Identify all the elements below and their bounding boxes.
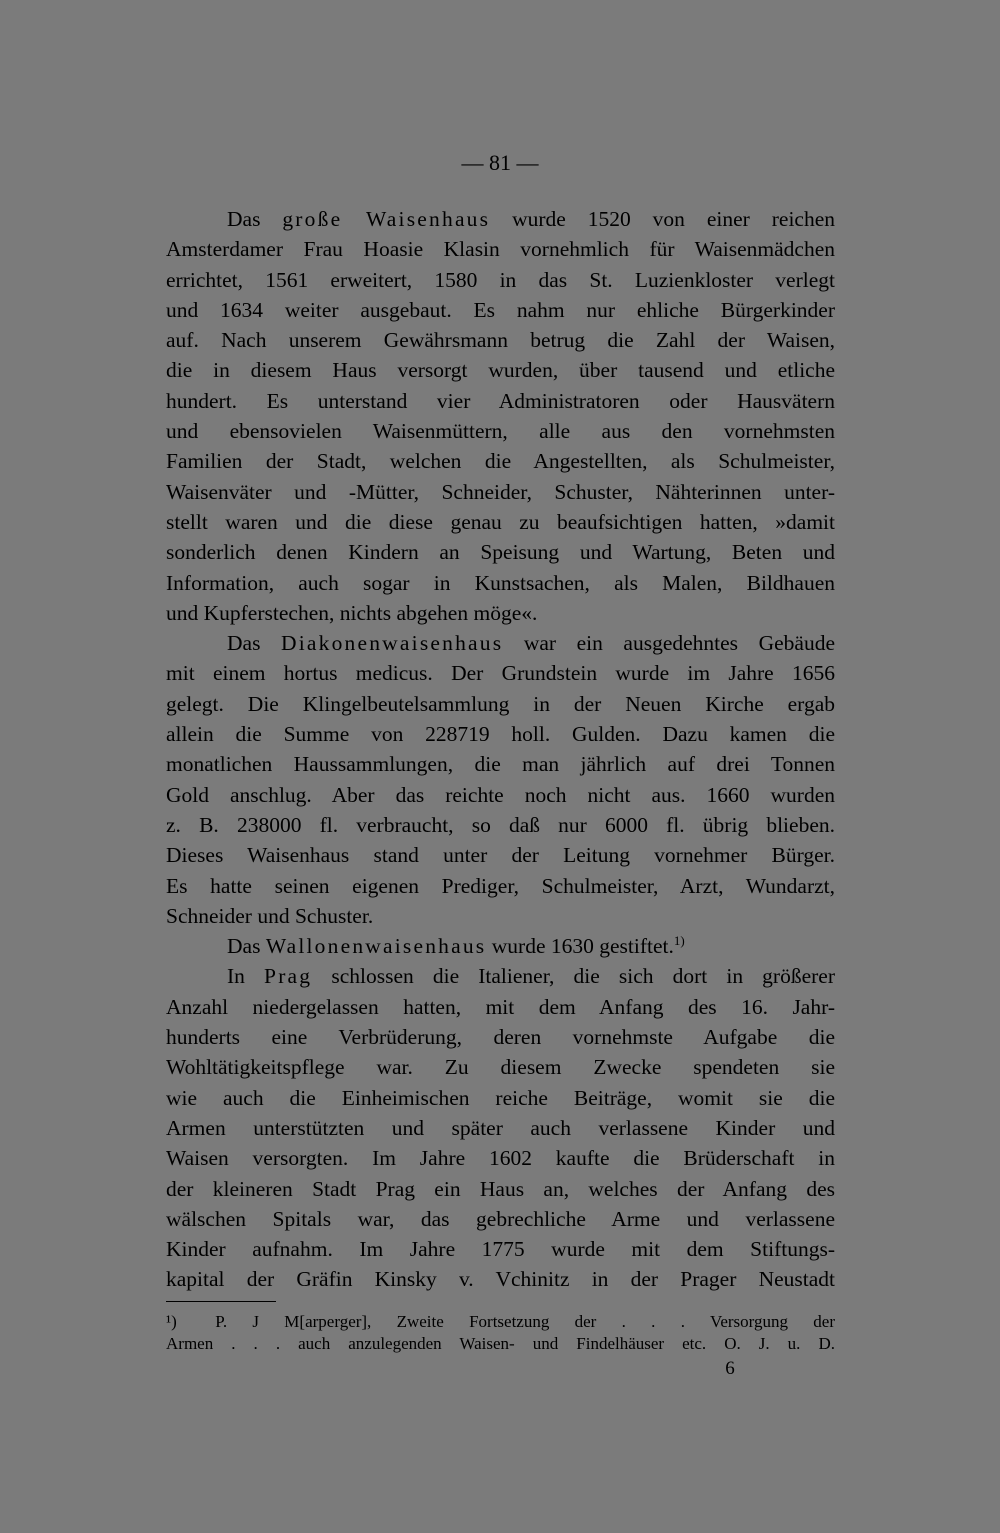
line-text: Schneider und Schuster. (166, 903, 374, 928)
text-line (166, 295, 835, 325)
line-text: stellt waren und die diese genau zu beaufsichtigen hatten, »damit (166, 509, 835, 534)
line-text: hunderts eine Verbrüderung, deren vornehmste Aufgabe die (166, 1025, 835, 1050)
text-line (166, 1022, 835, 1052)
line-text-pre: In (227, 964, 265, 989)
line-text: auf. Nach unserem Gewährsmann betrug die Zahl der Waisen, (166, 328, 835, 353)
text-line (166, 325, 835, 355)
footnote-line-2: Armen . . . auch anzulegenden Waisen- und Findelhäuser etc. O. J. u. D. (166, 1334, 835, 1353)
line-text: Gold anschlug. Aber das reichte noch nicht aus. 1660 wurden (166, 782, 835, 807)
text-line (166, 871, 835, 901)
text-line (166, 416, 835, 446)
line-text: Kinder aufnahm. Im Jahre 1775 wurde mit dem Stiftungs- (166, 1237, 835, 1262)
line-text: Anzahl niedergelassen hatten, mit dem Anfang des 16. Jahr- (166, 994, 835, 1019)
text-line (166, 386, 835, 416)
line-text: errichtet, 1561 erweitert, 1580 in das St. Luzienkloster verlegt (166, 267, 835, 292)
line-text-post: wurde 1630 gestiftet. (486, 934, 674, 959)
line-text-post: war ein ausgedehntes Gebäude (503, 631, 835, 656)
footnote-line-1 (166, 1311, 835, 1333)
line-text: wie auch die Einheimischen reiche Beiträge, womit sie die (166, 1085, 835, 1110)
text-line (166, 810, 835, 840)
line-text: mit einem hortus medicus. Der Grundstein wurde im Jahre 1656 (166, 661, 835, 686)
text-line (166, 477, 835, 507)
text-line (166, 628, 835, 658)
text-line (166, 840, 835, 870)
line-text: monatlichen Haussammlungen, die man jährlich auf drei Tonnen (166, 752, 835, 777)
line-text: und Kupferstechen, nichts abgehen möge«. (166, 600, 538, 625)
line-text: Waisenväter und -Mütter, Schneider, Schuster, Nähterinnen unter- (166, 479, 835, 504)
line-text: Information, auch sogar in Kunstsachen, als Malen, Bildhauen (166, 570, 835, 595)
line-text-pre: Das (227, 631, 281, 656)
text-line (166, 537, 835, 567)
text-line (166, 507, 835, 537)
text-line (166, 1143, 835, 1173)
footnote-mark: ¹) (166, 1312, 177, 1331)
text-line (166, 658, 835, 688)
text-line (166, 901, 835, 931)
text-line (166, 446, 835, 476)
line-text: die in diesem Haus versorgt wurden, über tausend und etliche (166, 358, 835, 383)
line-text-post: schlossen die Italiener, die sich dort in größerer (312, 964, 835, 989)
text-line (166, 749, 835, 779)
page-number: — 81 — (461, 150, 539, 175)
line-text: Es hatte seinen eigenen Prediger, Schulmeister, Arzt, Wundarzt, (166, 873, 835, 898)
spaced-emphasis: Prag (264, 964, 313, 989)
text-line (166, 204, 835, 234)
footnote-rule (166, 1301, 276, 1302)
line-text: Familien der Stadt, welchen die Angestellten, als Schulmeister, (166, 449, 835, 474)
text-line (166, 719, 835, 749)
line-text: wälschen Spitals war, das gebrechliche Arme und verlassene (166, 1206, 835, 1231)
text-line (166, 1264, 835, 1294)
line-text: sonderlich denen Kindern an Speisung und Wartung, Beten und (166, 540, 835, 565)
text-line (166, 568, 835, 598)
text-line (166, 1083, 835, 1113)
text-line (166, 689, 835, 719)
line-text: Waisen versorgten. Im Jahre 1602 kaufte die Brüderschaft in (166, 1146, 835, 1171)
text-line (166, 931, 835, 961)
text-line (166, 961, 835, 991)
line-text: kapital der Gräfin Kinsky v. Vchinitz in der Prager Neustadt (166, 1267, 835, 1292)
line-text: Amsterdamer Frau Hoasie Klasin vornehmlich für Waisenmädchen (166, 237, 835, 262)
line-text: allein die Summe von 228719 holl. Gulden. Dazu kamen die (166, 722, 835, 747)
text-line (166, 355, 835, 385)
line-text-pre: Das (227, 934, 266, 959)
line-text-post: wurde 1520 von einer reichen (490, 207, 835, 231)
line-text: und 1634 weiter ausgebaut. Es nahm nur ehliche Bürgerkinder (166, 297, 835, 322)
line-text-pre: Das (227, 207, 283, 231)
line-text: Wohltätigkeitspflege war. Zu diesem Zwecke spendeten sie (166, 1055, 835, 1080)
line-text: z. B. 238000 fl. verbraucht, so daß nur 6000 fl. übrig blieben. (166, 812, 835, 837)
text-line (166, 1174, 835, 1204)
line-text: hundert. Es unterstand vier Administratoren oder Hausvätern (166, 388, 835, 413)
text-line (166, 1204, 835, 1234)
text-line (166, 780, 835, 810)
text-line (166, 265, 835, 295)
text-line (166, 1234, 835, 1264)
footnote-reference: 1) (673, 932, 685, 948)
spaced-emphasis: große Waisenhaus (282, 207, 491, 231)
body-text (166, 204, 835, 1295)
line-text: der kleineren Stadt Prag ein Haus an, welches der Anfang des (166, 1176, 835, 1201)
text-line (166, 598, 835, 628)
footnote-text-1: P. J M[arperger], Zweite Fortsetzung der . . . Versorgung der (215, 1312, 836, 1331)
spaced-emphasis: Diakonenwaisenhaus (280, 631, 504, 656)
text-line (166, 1113, 835, 1143)
line-text: Dieses Waisenhaus stand unter der Leitung vornehmer Bürger. (166, 843, 835, 868)
text-line (166, 234, 835, 264)
text-line (166, 1052, 835, 1082)
line-text: und ebensovielen Waisenmüttern, alle aus den vornehmsten (166, 419, 835, 444)
line-text: gelegt. Die Klingelbeutelsammlung in der Neuen Kirche ergab (166, 691, 835, 716)
spaced-emphasis: Wallonenwaisenhaus (265, 934, 487, 959)
line-text: Armen unterstützten und später auch verlassene Kinder und (166, 1115, 835, 1140)
signature-mark: 6 (725, 1358, 735, 1379)
text-line (166, 992, 835, 1022)
